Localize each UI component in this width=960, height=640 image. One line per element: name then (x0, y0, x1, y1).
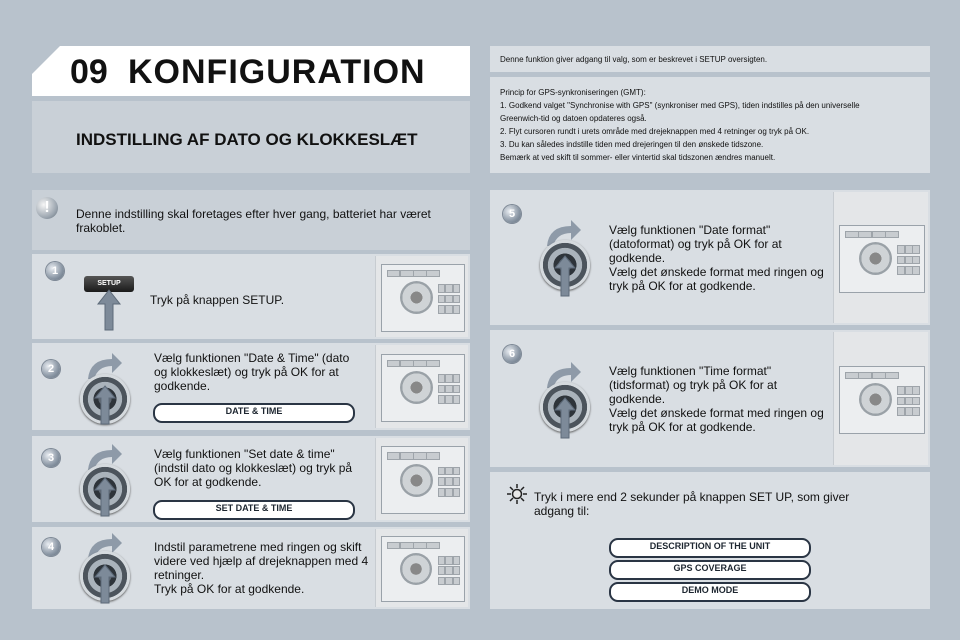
console-key-icon (426, 542, 439, 549)
push-arrow-icon (553, 396, 577, 440)
push-arrow-icon (93, 563, 117, 605)
console-key-icon (858, 372, 872, 379)
push-arrow-icon (93, 384, 117, 426)
step-2-text: Vælg funktionen "Date & Time" (dato og klokkeslæt) og tryk på OK for at godkende. (154, 351, 350, 393)
console-key-icon (400, 542, 413, 549)
console-key-icon (426, 360, 439, 367)
radio-console-icon (839, 225, 925, 293)
console-key-icon (387, 452, 400, 459)
step-1-console-thumb (375, 256, 468, 337)
console-key-icon (400, 452, 413, 459)
intro-text: Denne funktion giver adgang til valg, som er beskrevet i SETUP oversigten. (500, 55, 768, 64)
gps-info-line: Greenwich-tid og datoen opdateres også. (500, 114, 647, 123)
console-knob-icon (400, 281, 433, 314)
console-key-icon (400, 360, 413, 367)
console-key-icon (858, 231, 872, 238)
console-key-icon (426, 452, 439, 459)
step-3-console-thumb (375, 438, 468, 520)
console-key-icon (453, 577, 461, 585)
push-arrow-icon (93, 476, 117, 518)
section-title: INDSTILLING AF DATO OG KLOKKESLÆT (76, 130, 418, 149)
console-key-icon (453, 284, 461, 293)
step-5-badge: 5 (503, 205, 521, 223)
console-knob-icon (400, 464, 433, 497)
setup-option-pill: DEMO MODE (609, 582, 811, 602)
console-key-icon (387, 542, 400, 549)
console-key-icon (912, 407, 920, 416)
console-key-icon (413, 360, 426, 367)
step-2-console-thumb (375, 345, 468, 428)
step-2-pill: DATE & TIME (153, 403, 355, 423)
gps-info-line: 3. Du kan således indstille tiden med drejeringen til den ønskede tidszone. (500, 140, 764, 149)
console-key-icon (453, 295, 461, 304)
chapter-number: 09 (70, 53, 108, 91)
radio-console-icon (839, 366, 925, 434)
radio-console-icon (381, 536, 465, 602)
sun-tip-icon (506, 483, 528, 505)
radio-console-icon (381, 446, 465, 514)
console-knob-icon (859, 242, 892, 275)
step-1-text: Tryk på knappen SETUP. (150, 293, 285, 307)
console-key-icon (453, 467, 461, 476)
push-arrow-icon (553, 254, 577, 298)
console-key-icon (872, 372, 886, 379)
step-3-text: Vælg funktionen "Set date & time" (indstil dato og klokkeslæt) og tryk på OK for at godkende. (154, 447, 353, 489)
step-3-badge: 3 (42, 449, 60, 467)
console-knob-icon (400, 371, 433, 404)
warning-text: Denne indstilling skal foretages efter hver gang, batteriet har været frakoblet. (76, 207, 431, 235)
gps-info-line: Princip for GPS-synkroniseringen (GMT): (500, 88, 646, 97)
console-knob-icon (859, 383, 892, 416)
console-key-icon (453, 385, 461, 394)
gps-info-line: 2. Flyt cursoren rundt i urets område med drejeknappen med 4 retninger og tryk på OK. (500, 127, 810, 136)
setup-button-label: SETUP (97, 280, 121, 287)
step-4-console-thumb (375, 529, 468, 607)
chapter-title: KONFIGURATION (128, 53, 426, 91)
console-key-icon (387, 270, 400, 277)
console-key-icon (453, 488, 461, 497)
step-4-text: Indstil parametrene med ringen og skift videre ved hjælp af drejeknappen med 4 retninger. Tryk på OK for at godkende. (154, 540, 369, 596)
console-key-icon (912, 386, 920, 395)
console-key-icon (885, 372, 899, 379)
console-key-icon (912, 266, 920, 275)
console-key-icon (400, 270, 413, 277)
step-3-pill: SET DATE & TIME (153, 500, 355, 520)
gps-info-line: Bemærk at ved skift til sommer- eller vintertid skal tidszonen ændres manuelt. (500, 153, 776, 162)
console-key-icon (413, 270, 426, 277)
console-key-icon (912, 256, 920, 265)
console-key-icon (453, 477, 461, 486)
step-1-badge: 1 (46, 262, 64, 280)
console-key-icon (912, 397, 920, 406)
warning-icon-glyph: ! (44, 199, 50, 216)
step-6-badge: 6 (503, 345, 521, 363)
warning-icon (36, 197, 58, 219)
setup-hold-text: Tryk i mere end 2 sekunder på knappen SET UP, som giver adgang til: (534, 490, 850, 518)
step-6-console-thumb (833, 332, 928, 465)
console-key-icon (413, 542, 426, 549)
console-key-icon (413, 452, 426, 459)
radio-console-icon (381, 354, 465, 422)
console-key-icon (912, 245, 920, 254)
console-key-icon (872, 231, 886, 238)
console-key-icon (453, 374, 461, 383)
gps-info-line: 1. Godkend valget "Synchronise with GPS" (synkroniser med GPS), tiden indstilles på den universelle (500, 101, 860, 110)
console-key-icon (885, 231, 899, 238)
console-key-icon (453, 556, 461, 564)
step-6-text: Vælg funktionen "Time format" (tidsformat) og tryk på OK for at godkende. Vælg det ønskede format med ringen og tryk på OK for at godkende. (609, 364, 824, 434)
setup-option-pill: DESCRIPTION OF THE UNIT (609, 538, 811, 558)
console-key-icon (453, 395, 461, 404)
radio-console-icon (381, 264, 465, 332)
console-key-icon (845, 231, 859, 238)
console-key-icon (845, 372, 859, 379)
console-key-icon (453, 305, 461, 314)
step-5-console-thumb (833, 192, 928, 323)
step-5-text: Vælg funktionen "Date format" (datoformat) og tryk på OK for at godkende. Vælg det ønskede format med ringen og tryk på OK for at godkende. (609, 223, 824, 293)
setup-option-pill: GPS COVERAGE (609, 560, 811, 580)
console-key-icon (426, 270, 439, 277)
push-arrow-icon (96, 288, 122, 332)
step-2-badge: 2 (42, 360, 60, 378)
console-key-icon (453, 566, 461, 574)
console-knob-icon (400, 553, 432, 585)
step-4-badge: 4 (42, 538, 60, 556)
console-key-icon (387, 360, 400, 367)
